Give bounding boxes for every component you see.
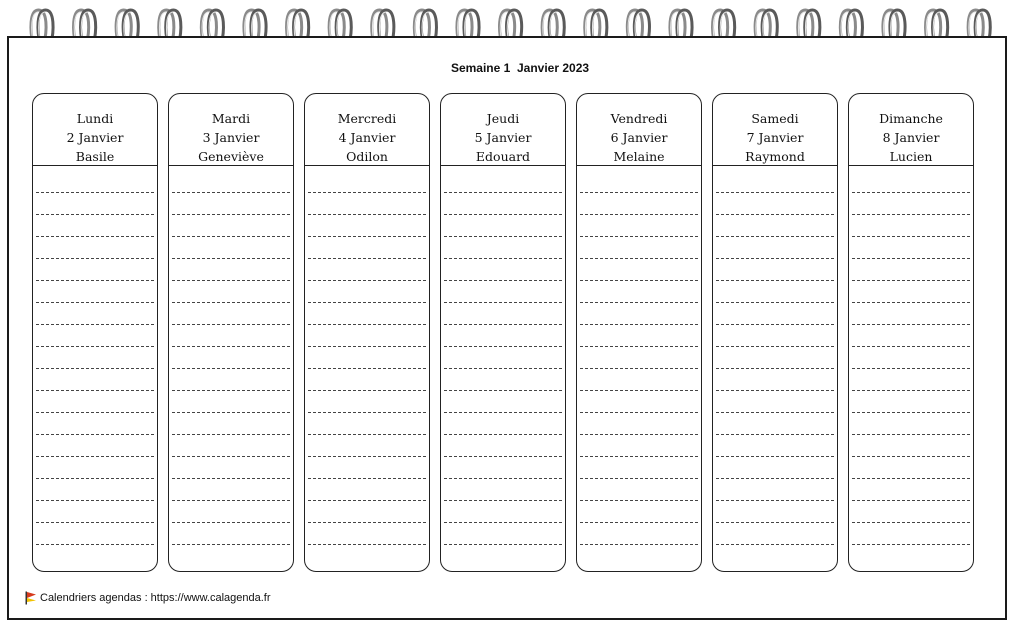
writing-line	[716, 368, 834, 369]
writing-line	[36, 346, 154, 347]
date-label: 2 Janvier	[66, 130, 124, 145]
writing-line	[716, 302, 834, 303]
date-label: 6 Janvier	[610, 130, 668, 145]
header-divider	[577, 165, 701, 166]
writing-line	[36, 456, 154, 457]
writing-line	[444, 368, 562, 369]
day-column-saturday	[712, 93, 838, 572]
writing-line	[172, 324, 290, 325]
writing-line	[308, 192, 426, 193]
header-divider	[169, 165, 293, 166]
date-label: 4 Janvier	[338, 130, 396, 145]
writing-line	[852, 280, 970, 281]
writing-line	[716, 346, 834, 347]
weekday-label: Samedi	[751, 111, 799, 126]
writing-line	[580, 434, 698, 435]
header-divider	[33, 165, 157, 166]
writing-line	[580, 522, 698, 523]
writing-line	[580, 214, 698, 215]
writing-line	[580, 236, 698, 237]
writing-line	[580, 544, 698, 545]
writing-line	[308, 478, 426, 479]
weekday-label: Mardi	[211, 111, 251, 126]
writing-line	[852, 522, 970, 523]
writing-line	[580, 456, 698, 457]
writing-line	[444, 258, 562, 259]
header-divider	[849, 165, 973, 166]
writing-line	[580, 258, 698, 259]
weekday-label: Lundi	[76, 111, 114, 126]
writing-line	[308, 236, 426, 237]
week-label: Semaine 1	[450, 61, 511, 75]
writing-line	[852, 346, 970, 347]
day-header	[33, 94, 157, 165]
writing-line	[172, 456, 290, 457]
writing-line	[308, 302, 426, 303]
writing-line	[852, 324, 970, 325]
writing-line	[716, 324, 834, 325]
writing-line	[580, 192, 698, 193]
writing-line	[36, 478, 154, 479]
writing-line	[716, 522, 834, 523]
writing-line	[444, 280, 562, 281]
writing-line	[444, 236, 562, 237]
writing-line	[716, 390, 834, 391]
writing-line	[36, 302, 154, 303]
writing-line	[172, 236, 290, 237]
writing-line	[716, 478, 834, 479]
writing-line	[580, 302, 698, 303]
writing-line	[444, 500, 562, 501]
writing-line	[444, 192, 562, 193]
writing-line	[172, 280, 290, 281]
writing-line	[172, 500, 290, 501]
writing-line	[444, 324, 562, 325]
writing-line	[716, 280, 834, 281]
calendar-flag-icon	[25, 591, 37, 605]
writing-line	[36, 522, 154, 523]
calagenda-link[interactable]: Calendriers agendas : https://www.calagenda.fr	[40, 592, 271, 604]
writing-line	[444, 434, 562, 435]
writing-line	[716, 412, 834, 413]
writing-line	[172, 258, 290, 259]
day-header	[849, 94, 973, 165]
writing-line	[36, 258, 154, 259]
writing-line	[36, 368, 154, 369]
page-title	[0, 61, 1016, 75]
writing-line	[852, 214, 970, 215]
writing-line	[172, 214, 290, 215]
writing-line	[580, 412, 698, 413]
saint-label: Basile	[75, 149, 115, 164]
writing-line	[852, 236, 970, 237]
writing-line	[852, 456, 970, 457]
writing-line	[852, 192, 970, 193]
writing-line	[444, 346, 562, 347]
writing-line	[308, 368, 426, 369]
day-column-wednesday	[304, 93, 430, 572]
writing-line	[444, 390, 562, 391]
writing-line	[172, 434, 290, 435]
writing-line	[36, 434, 154, 435]
writing-line	[308, 214, 426, 215]
writing-line	[36, 390, 154, 391]
writing-line	[852, 258, 970, 259]
writing-line	[36, 214, 154, 215]
day-header	[441, 94, 565, 165]
writing-line	[716, 214, 834, 215]
saint-label: Geneviève	[198, 149, 264, 164]
writing-line	[580, 346, 698, 347]
writing-line	[36, 236, 154, 237]
weekday-label: Vendredi	[610, 111, 668, 126]
saint-label: Odilon	[346, 149, 388, 164]
writing-line	[716, 258, 834, 259]
writing-line	[172, 192, 290, 193]
writing-line	[36, 544, 154, 545]
day-column-monday	[32, 93, 158, 572]
writing-line	[444, 412, 562, 413]
writing-line	[852, 412, 970, 413]
writing-line	[716, 434, 834, 435]
writing-line	[172, 390, 290, 391]
saint-label: Melaine	[613, 149, 665, 164]
writing-line	[580, 324, 698, 325]
weekday-label: Jeudi	[486, 111, 520, 126]
writing-line	[308, 324, 426, 325]
weekday-label: Dimanche	[879, 111, 943, 126]
writing-line	[308, 522, 426, 523]
writing-line	[444, 522, 562, 523]
writing-line	[852, 478, 970, 479]
header-divider	[441, 165, 565, 166]
writing-line	[580, 280, 698, 281]
writing-line	[852, 500, 970, 501]
writing-line	[852, 302, 970, 303]
writing-line	[716, 192, 834, 193]
writing-line	[716, 544, 834, 545]
writing-line	[308, 500, 426, 501]
day-header	[305, 94, 429, 165]
writing-line	[444, 544, 562, 545]
writing-line	[36, 324, 154, 325]
writing-line	[716, 500, 834, 501]
writing-line	[308, 258, 426, 259]
writing-line	[852, 544, 970, 545]
month-year-label: Janvier 2023	[516, 61, 590, 75]
writing-line	[444, 214, 562, 215]
day-header	[169, 94, 293, 165]
writing-line	[172, 302, 290, 303]
writing-line	[308, 280, 426, 281]
date-label: 8 Janvier	[882, 130, 940, 145]
date-label: 3 Janvier	[202, 130, 260, 145]
date-label: 5 Janvier	[474, 130, 532, 145]
writing-line	[172, 368, 290, 369]
writing-line	[172, 412, 290, 413]
writing-line	[172, 544, 290, 545]
writing-line	[172, 478, 290, 479]
writing-line	[308, 544, 426, 545]
header-divider	[713, 165, 837, 166]
writing-line	[852, 368, 970, 369]
writing-line	[308, 346, 426, 347]
writing-line	[580, 500, 698, 501]
writing-line	[852, 434, 970, 435]
day-header	[577, 94, 701, 165]
writing-line	[36, 412, 154, 413]
writing-line	[580, 368, 698, 369]
weekday-label: Mercredi	[337, 111, 397, 126]
writing-line	[716, 456, 834, 457]
writing-line	[36, 500, 154, 501]
writing-line	[580, 390, 698, 391]
date-label: 7 Janvier	[746, 130, 804, 145]
writing-line	[444, 456, 562, 457]
writing-line	[308, 412, 426, 413]
saint-label: Lucien	[889, 149, 933, 164]
writing-line	[308, 434, 426, 435]
day-column-sunday	[848, 93, 974, 572]
day-column-friday	[576, 93, 702, 572]
writing-line	[36, 280, 154, 281]
writing-line	[852, 390, 970, 391]
writing-line	[172, 346, 290, 347]
day-header	[713, 94, 837, 165]
saint-label: Edouard	[475, 149, 531, 164]
writing-line	[444, 302, 562, 303]
day-column-tuesday	[168, 93, 294, 572]
day-column-thursday	[440, 93, 566, 572]
writing-line	[580, 478, 698, 479]
writing-line	[308, 456, 426, 457]
writing-line	[36, 192, 154, 193]
header-divider	[305, 165, 429, 166]
writing-line	[172, 522, 290, 523]
writing-line	[308, 390, 426, 391]
writing-line	[716, 236, 834, 237]
saint-label: Raymond	[745, 149, 805, 164]
writing-line	[444, 478, 562, 479]
